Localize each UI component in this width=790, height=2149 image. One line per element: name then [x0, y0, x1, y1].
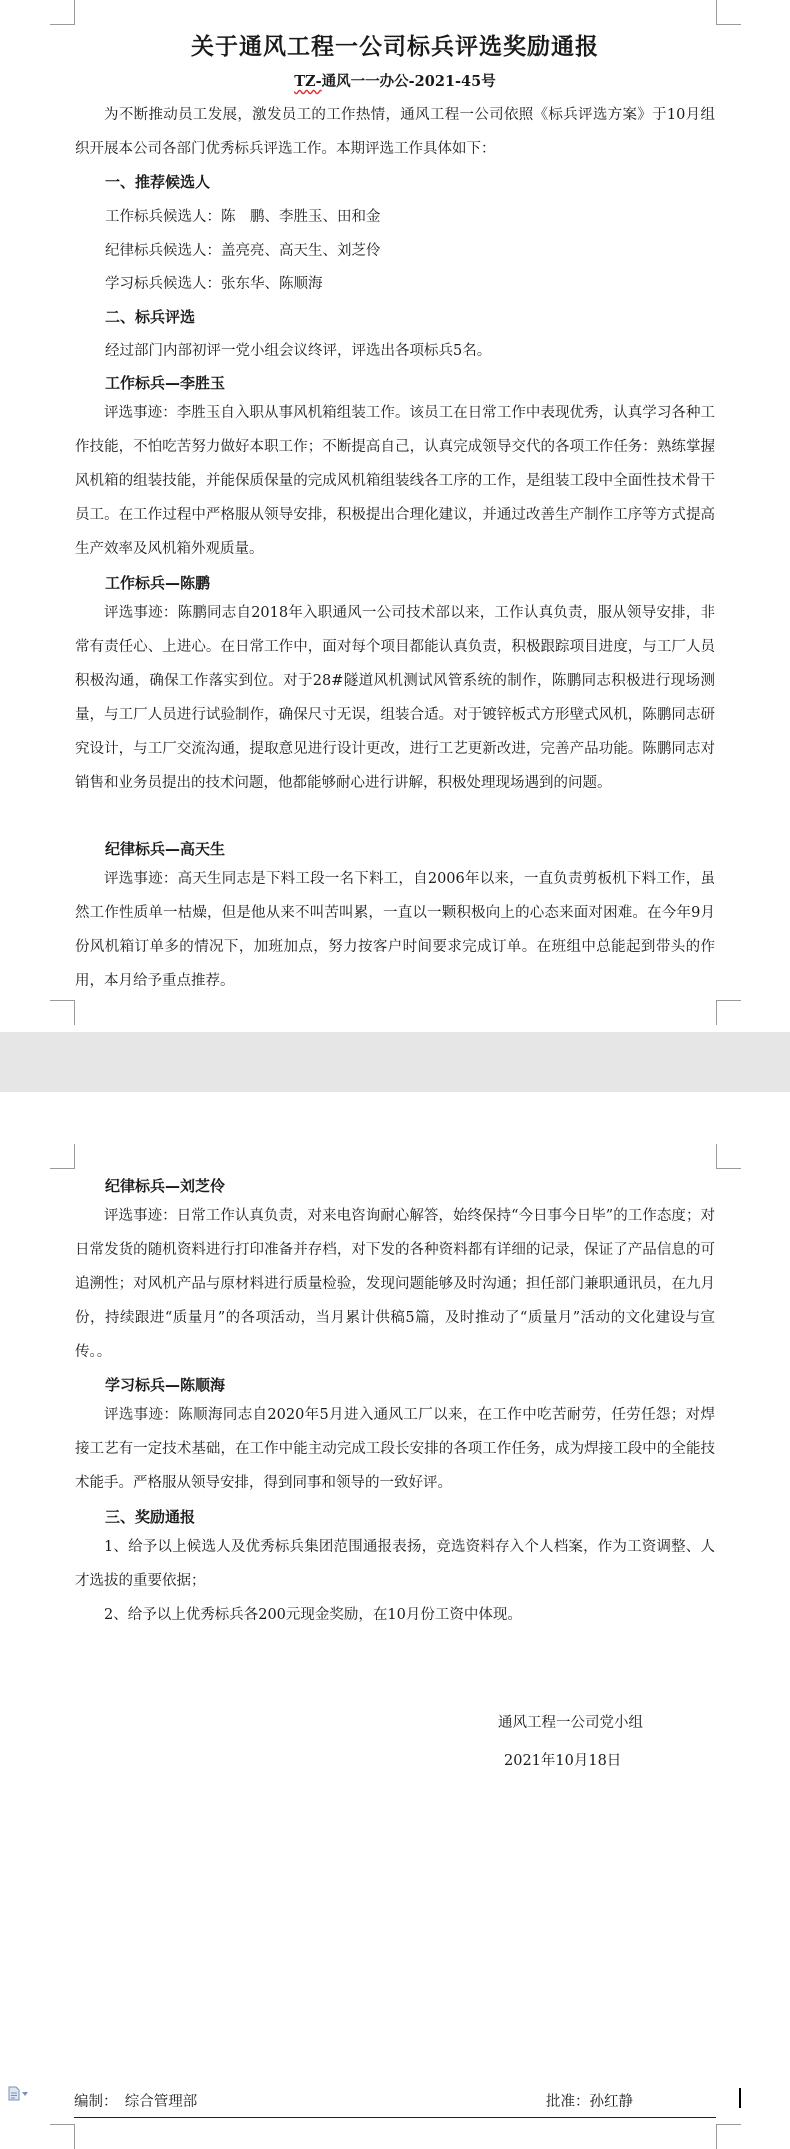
reward-item: 1、给予以上候选人及优秀标兵集团范围通报表扬，竞选资料存入个人档案，作为工资调整、人才选拔的重要依据；	[75, 1539, 715, 1589]
document-icon[interactable]	[8, 2086, 20, 2101]
candidate-line: 学习标兵候选人：张东华、陈顺海	[105, 276, 323, 292]
intro-paragraph: 为不断推动员工发展，激发员工的工作热情，通风工程一公司依照《标兵评选方案》于10月组织开展本公司各部门优秀标兵评选工作。本期评选工作具体如下：	[75, 107, 715, 157]
awardee-text: 评选事迹：陈顺海同志自2020年5月进入通风工厂以来，在工作中吃苦耐劳，任劳任怨；对焊接工艺有一定技术基础，在工作中能主动完成工段长安排的各项工作任务，成为焊接工段中的全能技术能手。严格服从领导安排，得到同事和领导的一致好评。	[75, 1407, 715, 1491]
candidate-line: 纪律标兵候选人：盖亮亮、高天生、刘芝伶	[105, 243, 381, 259]
awardee-heading: 工作标兵—陈鹏	[105, 574, 211, 592]
page-2	[0, 1092, 790, 2146]
awardee-text: 评选事迹：陈鹏同志自2018年入职通风一公司技术部以来，工作认真负责，服从领导安排，非常有责任心、上进心。在日常工作中，面对每个项目都能认真负责，积极跟踪项目进度，与工厂人员积极沟通，确保工作落实到位。对于28#隧道风机测试风管系统的制作，陈鹏同志积极进行现场测量，与工厂人员进行试验制作，确保尺寸无误，组装合适。对于镀锌板式方形壁式风机，陈鹏同志研究设计，与工厂交流沟通，提取意见进行设计更改，进行工艺更新改进，完善产品功能。陈鹏同志对销售和业务员提出的技术问题，他都能够耐心进行讲解，积极处理现场遇到的问题。	[75, 605, 715, 791]
chevron-down-icon[interactable]	[22, 2092, 28, 2096]
footer-rule	[74, 2117, 716, 2118]
footer-approver: 批准：孙红静	[546, 2094, 633, 2110]
section-1-heading: 一、推荐候选人	[105, 173, 211, 191]
text-cursor	[739, 2088, 741, 2108]
signature-date: 2021年10月18日	[504, 1753, 622, 1769]
awardee-text: 评选事迹：高天生同志是下料工段一名下料工，自2006年以来，一直负责剪板机下料工作，虽然工作性质单一枯燥，但是他从来不叫苦叫累，一直以一颗积极向上的心态来面对困难。在今年9月份风机箱订单多的情况下，加班加点，努力按客户时间要求完成订单。在班组中总能起到带头的作用，本月给予重点推荐。	[75, 871, 715, 989]
awardee-heading: 纪律标兵—高天生	[105, 840, 226, 858]
doc-number-prefix: TZ-	[294, 73, 322, 90]
reward-item: 2、给予以上优秀标兵各200元现金奖励，在10月份工资中体现。	[104, 1607, 522, 1623]
margin-corner	[50, 2124, 75, 2149]
footer-editor: 编制： 综合管理部	[74, 2094, 198, 2110]
awardee-text: 评选事迹：日常工作认真负责，对来电咨询耐心解答，始终保持“今日事今日毕”的工作态度；对日常发货的随机资料进行打印准备并存档，对下发的各种资料都有详细的记录，保证了产品信息的可追溯性；对风机产品与原材料进行质量检验，发现问题能够及时沟通；担任部门兼职通讯员，在九月份，持续跟进“质量月”的各项活动，当月累计供稿5篇，及时推动了“质量月”活动的文化建设与宣传。。	[75, 1208, 715, 1360]
page-gap	[0, 1032, 790, 1092]
awardee-heading: 学习标兵—陈顺海	[105, 1376, 226, 1394]
document-title: 关于通风工程一公司标兵评选奖励通报	[191, 34, 599, 60]
margin-corner	[716, 1144, 741, 1169]
page-1	[0, 0, 790, 1032]
selection-summary: 经过部门内部初评一党小组会议终评，评选出各项标兵5名。	[105, 343, 492, 359]
awardee-heading: 纪律标兵—刘芝伶	[105, 1177, 226, 1195]
margin-corner	[716, 2124, 741, 2149]
margin-corner	[50, 1144, 75, 1169]
margin-corner	[716, 1000, 741, 1025]
margin-corner	[50, 0, 75, 25]
section-2-heading: 二、标兵评选	[105, 308, 196, 326]
awardee-heading: 工作标兵—李胜玉	[105, 374, 226, 392]
margin-corner	[50, 1000, 75, 1025]
doc-number-rest: 通风一一办公-2021-45号	[321, 73, 496, 90]
candidate-line: 工作标兵候选人：陈 鹏、李胜玉、田和金	[105, 209, 381, 225]
document-number	[0, 70, 790, 91]
signature-org: 通风工程一公司党小组	[498, 1715, 643, 1731]
awardee-text: 评选事迹：李胜玉自入职从事风机箱组装工作。该员工在日常工作中表现优秀，认真学习各种工作技能，不怕吃苦努力做好本职工作；不断提高自己，认真完成领导交代的各项工作任务：熟练掌握风机箱的组装技能，并能保质保量的完成风机箱组装线各工序的工作，是组装工段中全面性技术骨干员工。在工作过程中严格服从领导安排，积极提出合理化建议，并通过改善生产制作工序等方式提高生产效率及风机箱外观质量。	[75, 405, 715, 557]
section-3-heading: 三、奖励通报	[105, 1508, 196, 1526]
margin-corner	[716, 0, 741, 25]
